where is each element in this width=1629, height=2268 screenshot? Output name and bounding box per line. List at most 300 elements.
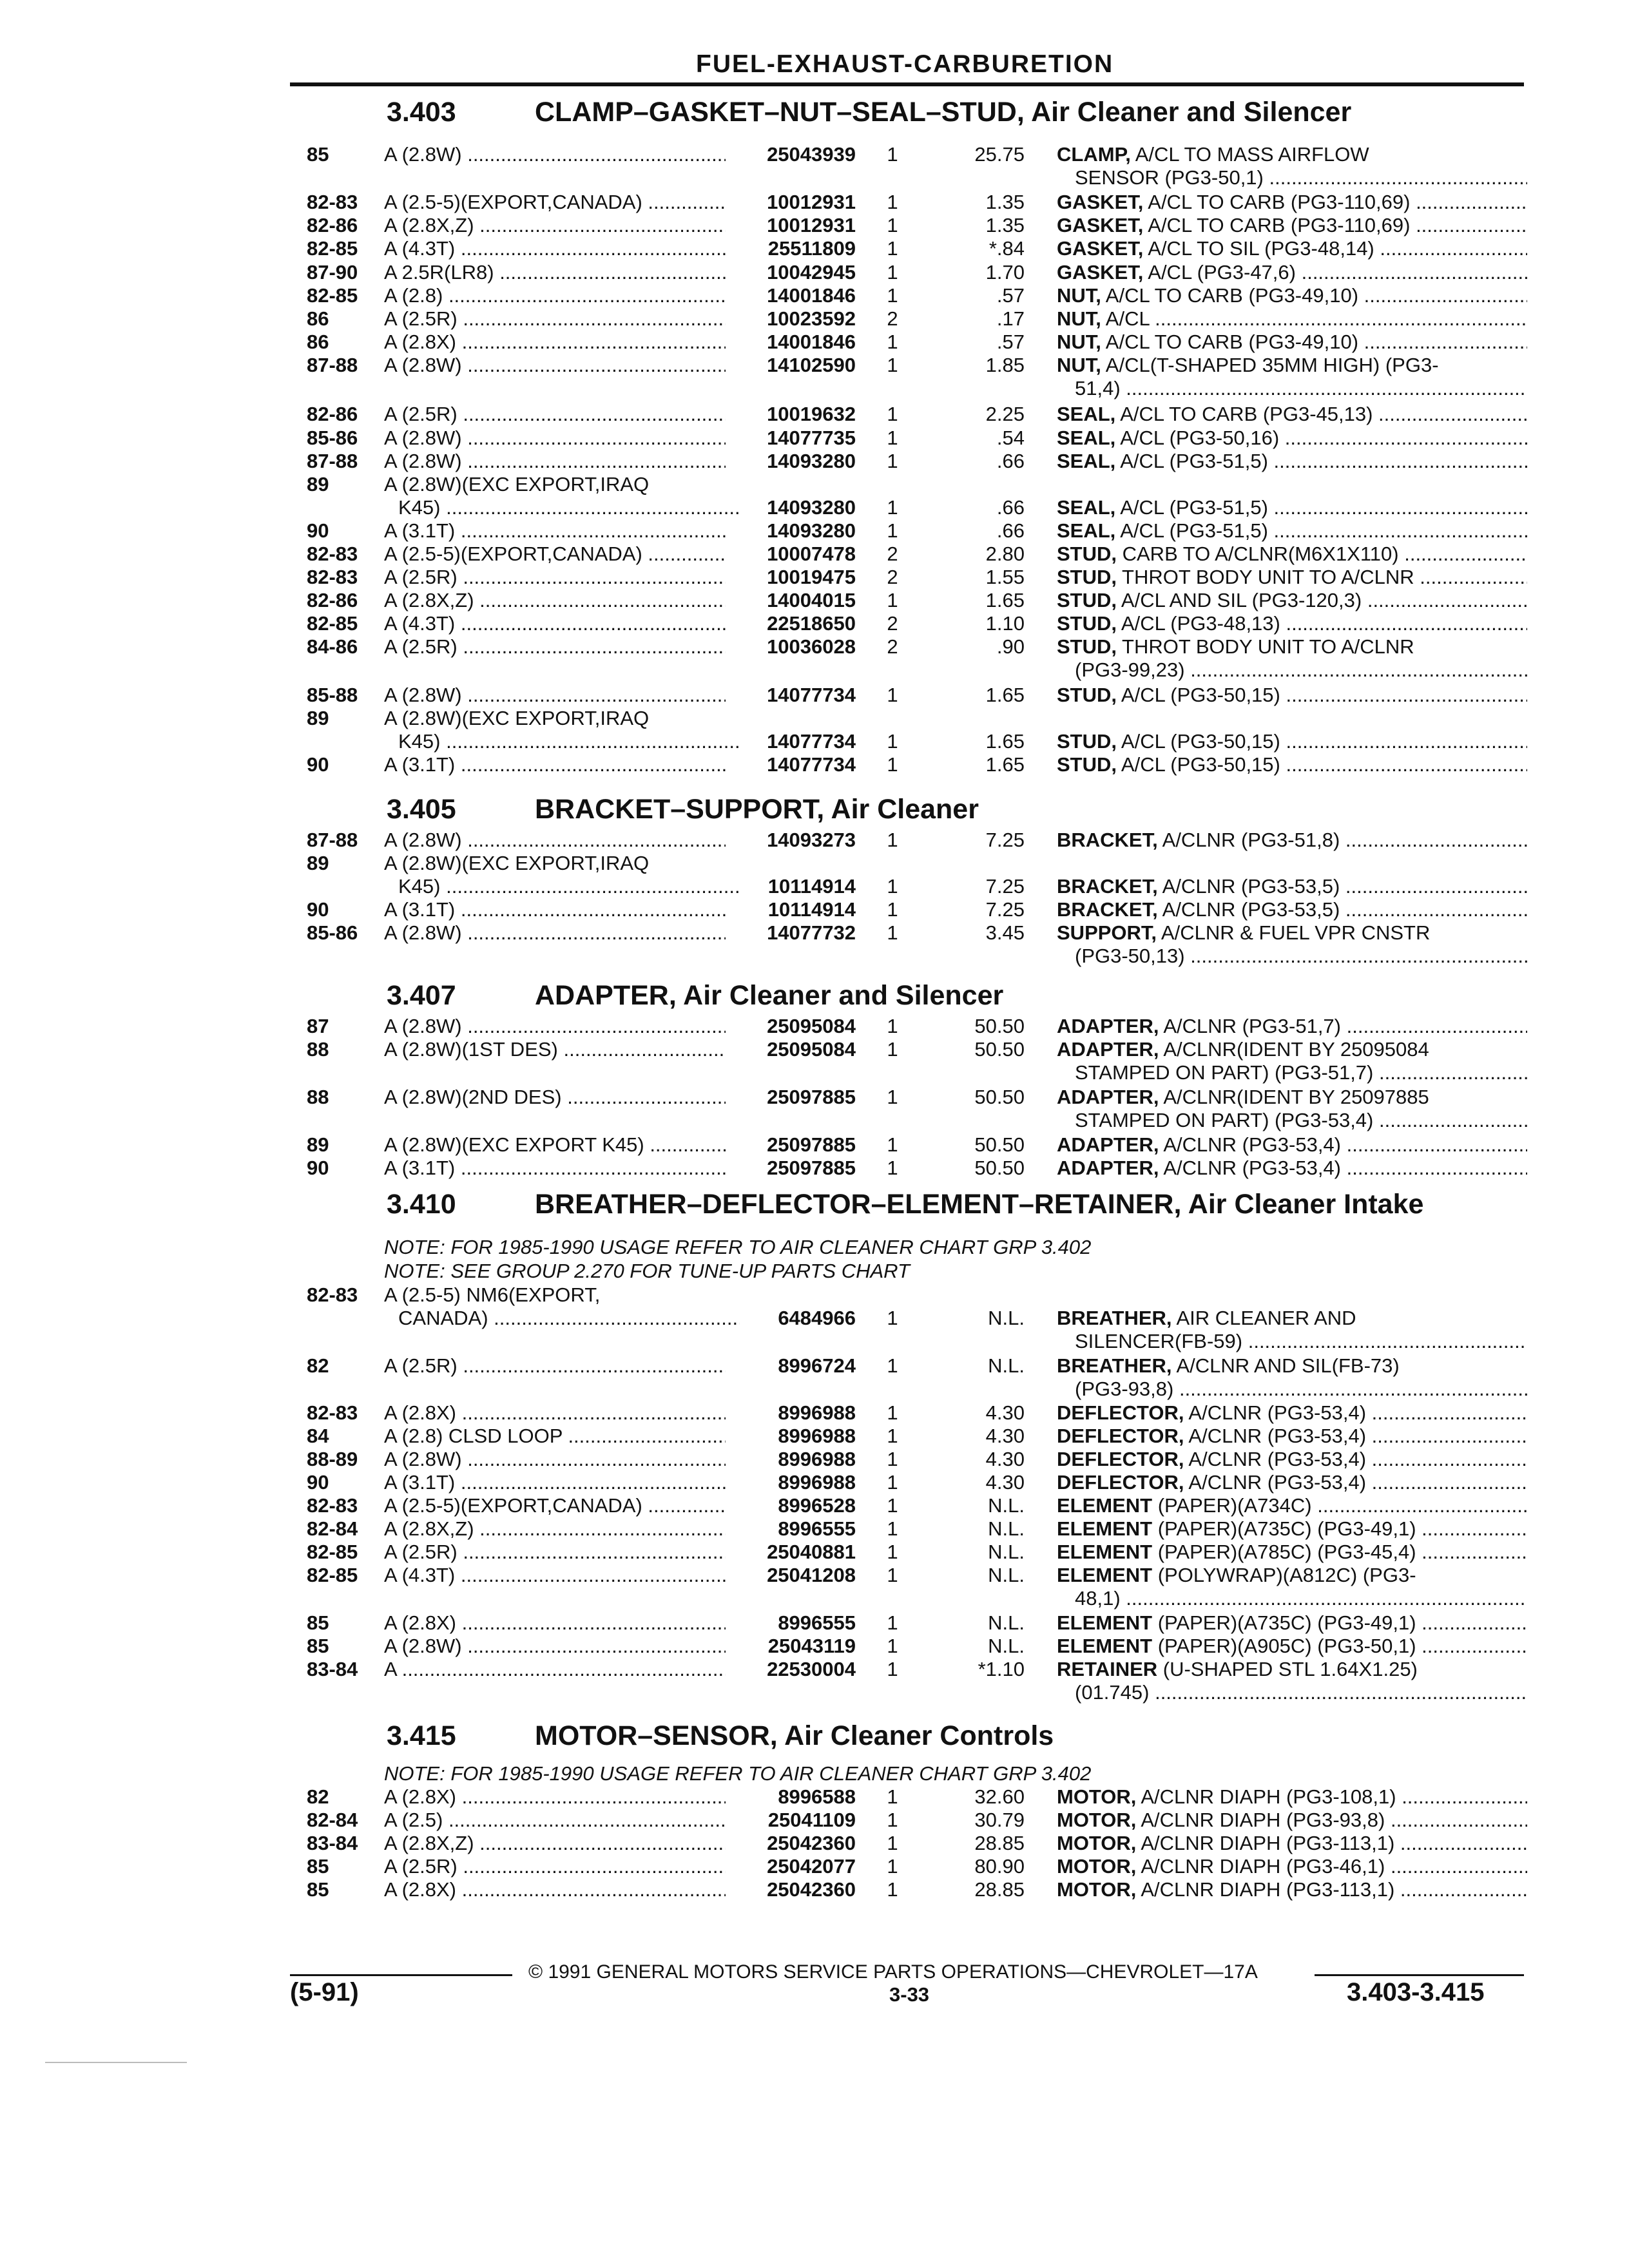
- quantity: 1: [887, 403, 898, 425]
- part-description-continued: (PG3-50,13) .....: [1075, 945, 1527, 968]
- table-row: [0, 1564, 1629, 1587]
- quantity: 1: [887, 1038, 898, 1061]
- table-row: [0, 1635, 1629, 1658]
- table-row: [0, 331, 1629, 354]
- model-year: 86: [307, 331, 329, 353]
- part-description: [1057, 635, 1527, 658]
- part-name: NUT,: [1057, 331, 1101, 353]
- price: 50.50: [974, 1086, 1025, 1108]
- part-description: [1057, 403, 1527, 426]
- part-number: 8996528: [778, 1494, 856, 1517]
- part-name: STUD,: [1057, 730, 1117, 753]
- price: N.L.: [988, 1517, 1025, 1540]
- footer-rule-left: [290, 1974, 512, 1976]
- price: 3.45: [985, 921, 1025, 944]
- part-number: 25097885: [767, 1086, 856, 1108]
- quantity: 1: [887, 143, 898, 166]
- table-row: [0, 1494, 1629, 1517]
- price: 7.25: [985, 875, 1025, 898]
- table-row: [0, 1086, 1629, 1109]
- part-number: 10007478: [767, 543, 856, 565]
- part-description: [1057, 143, 1527, 166]
- part-detail: A/CL (PG3-51,5): [1115, 519, 1268, 542]
- price: 4.30: [985, 1448, 1025, 1470]
- part-description: [1057, 214, 1527, 237]
- model-year: 85-86: [307, 921, 358, 944]
- application: CANADA) .....: [398, 1307, 740, 1330]
- model-year: 85: [307, 1855, 329, 1878]
- application: A (2.8W) .....: [384, 1015, 726, 1038]
- quantity: 1: [887, 589, 898, 611]
- price: *1.10: [978, 1658, 1025, 1680]
- section-heading: [387, 1720, 1054, 1752]
- model-year: 90: [307, 753, 329, 776]
- part-detail: A/CLNR (PG3-53,4): [1159, 1157, 1341, 1179]
- table-row: [0, 143, 1629, 166]
- part-detail: A/CL (PG3-50,15): [1117, 684, 1280, 706]
- part-description: [1057, 1307, 1527, 1330]
- quantity: 1: [887, 496, 898, 519]
- application: A (3.1T) .....: [384, 753, 726, 776]
- part-name: SEAL,: [1057, 427, 1116, 449]
- application: K45) .....: [398, 730, 740, 753]
- price: 7.25: [985, 829, 1025, 851]
- quantity: 1: [887, 1354, 898, 1377]
- quantity: 1: [887, 1541, 898, 1563]
- part-number: 25043939: [767, 143, 856, 166]
- section-heading: [387, 794, 979, 825]
- part-detail: A/CLNR DIAPH (PG3-113,1): [1136, 1832, 1395, 1854]
- model-year: 82-85: [307, 284, 358, 307]
- part-number: 25041109: [767, 1809, 856, 1831]
- part-name: STUD,: [1057, 635, 1117, 658]
- application: A 2.5R(LR8) .....: [384, 261, 726, 284]
- quantity: 2: [887, 612, 898, 635]
- part-number: 25042077: [767, 1855, 856, 1878]
- part-detail: (PAPER)(A734C): [1152, 1494, 1312, 1517]
- quantity: 1: [887, 829, 898, 851]
- price: N.L.: [988, 1494, 1025, 1517]
- part-name: SEAL,: [1057, 450, 1116, 472]
- price: 28.85: [974, 1878, 1025, 1901]
- part-name: STUD,: [1057, 543, 1117, 565]
- application: A (2.8W) .....: [384, 354, 726, 377]
- table-row: [0, 450, 1629, 473]
- table-row: [0, 612, 1629, 635]
- table-row: [0, 1517, 1629, 1541]
- model-year: 85-88: [307, 684, 358, 706]
- model-year: 87-88: [307, 829, 358, 851]
- part-number: 14004015: [767, 589, 856, 611]
- table-row: [0, 852, 1629, 875]
- application: A (4.3T) .....: [384, 612, 726, 635]
- price: 7.25: [985, 898, 1025, 921]
- price: 32.60: [974, 1785, 1025, 1808]
- quantity: 1: [887, 1564, 898, 1586]
- part-detail: (PAPER)(A735C) (PG3-49,1): [1152, 1611, 1416, 1634]
- quantity: 1: [887, 1832, 898, 1854]
- part-number: 10042945: [767, 261, 856, 284]
- price: 2.80: [985, 543, 1025, 565]
- price: 80.90: [974, 1855, 1025, 1878]
- part-detail: (PAPER)(A785C) (PG3-45,4): [1152, 1541, 1416, 1563]
- table-row: [0, 1855, 1629, 1878]
- part-number: 22518650: [767, 612, 856, 635]
- part-number: 14093280: [767, 519, 856, 542]
- part-description: [1057, 1611, 1527, 1635]
- application: A (2.8X) .....: [384, 1785, 726, 1809]
- price: N.L.: [988, 1541, 1025, 1563]
- part-description: [1057, 921, 1527, 945]
- quantity: 1: [887, 1635, 898, 1657]
- table-row-continuation: [0, 1061, 1629, 1084]
- section-title: BRACKET–SUPPORT, Air Cleaner: [535, 794, 979, 825]
- part-detail: A/CL TO CARB (PG3-110,69): [1143, 191, 1411, 213]
- part-detail: A/CL (PG3-51,5): [1115, 450, 1268, 472]
- table-row: [0, 589, 1629, 612]
- part-number: 14102590: [767, 354, 856, 376]
- part-number: 14077735: [767, 427, 856, 449]
- section-heading: [387, 1189, 1423, 1220]
- part-description: [1057, 753, 1527, 776]
- table-row: [0, 1425, 1629, 1448]
- part-name: STUD,: [1057, 753, 1117, 776]
- part-description: [1057, 1564, 1527, 1587]
- application: A (2.8X,Z) .....: [384, 1832, 726, 1855]
- part-detail: (U-SHAPED STL 1.64X1.25): [1157, 1658, 1418, 1680]
- part-detail: A/CLNR AND SIL(FB-73): [1171, 1354, 1400, 1377]
- table-row: [0, 237, 1629, 260]
- part-name: MOTOR,: [1057, 1832, 1137, 1854]
- price: 50.50: [974, 1038, 1025, 1061]
- part-number: 10019632: [767, 403, 856, 425]
- price: N.L.: [988, 1307, 1025, 1329]
- quantity: 1: [887, 1157, 898, 1179]
- part-number: 14093280: [767, 450, 856, 472]
- part-description: [1057, 427, 1527, 450]
- quantity: 1: [887, 1855, 898, 1878]
- part-detail: A/CL TO CARB (PG3-110,69): [1143, 214, 1411, 236]
- part-name: MOTOR,: [1057, 1878, 1137, 1901]
- part-detail: (PAPER)(A905C) (PG3-50,1): [1152, 1635, 1416, 1657]
- table-row-continuation: [0, 377, 1629, 400]
- table-row: [0, 1038, 1629, 1061]
- quantity: 2: [887, 543, 898, 565]
- usage-note: NOTE: SEE GROUP 2.270 FOR TUNE-UP PARTS CHART: [384, 1260, 910, 1282]
- part-number: 10114914: [767, 898, 856, 921]
- price: .66: [996, 450, 1025, 472]
- model-year: 90: [307, 1471, 329, 1494]
- section-title: CLAMP–GASKET–NUT–SEAL–STUD, Air Cleaner and Silencer: [535, 97, 1352, 128]
- part-number: 25095084: [767, 1015, 856, 1037]
- part-description: [1057, 566, 1527, 589]
- price: 50.50: [974, 1157, 1025, 1179]
- table-row: [0, 519, 1629, 543]
- model-year: 82-85: [307, 1541, 358, 1563]
- quantity: 1: [887, 875, 898, 898]
- price: 1.70: [985, 261, 1025, 284]
- table-row: [0, 1878, 1629, 1901]
- section-number: 3.410: [387, 1189, 456, 1220]
- quantity: 1: [887, 214, 898, 236]
- application: A (2.8X,Z) .....: [384, 214, 726, 237]
- part-name: BRACKET,: [1057, 829, 1158, 851]
- part-name: ADAPTER,: [1057, 1133, 1159, 1156]
- price: 1.35: [985, 214, 1025, 236]
- model-year: 82-83: [307, 566, 358, 588]
- part-number: 25097885: [767, 1157, 856, 1179]
- table-row: [0, 1611, 1629, 1635]
- quantity: 2: [887, 307, 898, 330]
- application: A (2.5-5)(EXPORT,CANADA) .....: [384, 1494, 726, 1517]
- part-description: [1057, 1494, 1527, 1517]
- application: A (3.1T) .....: [384, 1157, 726, 1180]
- application: A (2.5R) .....: [384, 1541, 726, 1564]
- part-name: NUT,: [1057, 307, 1101, 330]
- part-detail: A/CL (PG3-50,16): [1115, 427, 1280, 449]
- model-year: 82-85: [307, 237, 358, 260]
- quantity: 1: [887, 921, 898, 944]
- price: 4.30: [985, 1401, 1025, 1424]
- quantity: 1: [887, 261, 898, 284]
- quantity: 1: [887, 753, 898, 776]
- price: 50.50: [974, 1133, 1025, 1156]
- part-number: 14077734: [767, 753, 856, 776]
- part-description: [1057, 1133, 1527, 1157]
- part-detail: A/CLNR (PG3-51,7): [1159, 1015, 1341, 1037]
- price: 1.65: [985, 730, 1025, 753]
- quantity: 1: [887, 1086, 898, 1108]
- part-detail: A/CLNR & FUEL VPR CNSTR: [1157, 921, 1431, 944]
- section-heading: [387, 97, 1351, 128]
- part-name: NUT,: [1057, 284, 1101, 307]
- application: A (2.8X) .....: [384, 331, 726, 354]
- table-row: [0, 403, 1629, 426]
- price: 28.85: [974, 1832, 1025, 1854]
- part-name: DEFLECTOR,: [1057, 1401, 1184, 1424]
- part-description: [1057, 237, 1527, 260]
- application: A (2.8W)(EXC EXPORT,IRAQ: [384, 707, 650, 729]
- quantity: 1: [887, 1785, 898, 1808]
- model-year: 89: [307, 1133, 329, 1156]
- part-name: ADAPTER,: [1057, 1157, 1159, 1179]
- part-detail: A/CLNR (PG3-53,5): [1157, 898, 1340, 921]
- application: A (2.8W)(EXC EXPORT,IRAQ: [384, 852, 650, 874]
- part-name: ELEMENT: [1057, 1541, 1153, 1563]
- price: 1.55: [985, 566, 1025, 588]
- part-detail: A/CLNR (PG3-53,4): [1159, 1133, 1341, 1156]
- application: A (2.5-5) NM6(EXPORT,: [384, 1283, 601, 1306]
- quantity: 1: [887, 1809, 898, 1831]
- part-detail: A/CLNR DIAPH (PG3-108,1): [1136, 1785, 1396, 1808]
- part-description: [1057, 307, 1527, 331]
- table-row: [0, 753, 1629, 776]
- model-year: 87: [307, 1015, 329, 1037]
- application: A (2.5R) .....: [384, 307, 726, 331]
- application: A (2.8W)(1ST DES) .....: [384, 1038, 726, 1061]
- part-description: [1057, 1635, 1527, 1658]
- quantity: 1: [887, 1471, 898, 1494]
- part-name: BRACKET,: [1057, 875, 1158, 898]
- table-row: [0, 214, 1629, 237]
- part-number: 25042360: [767, 1832, 856, 1854]
- table-row: [0, 898, 1629, 921]
- part-description: [1057, 684, 1527, 707]
- part-detail: A/CL(T-SHAPED 35MM HIGH) (PG3-: [1101, 354, 1439, 376]
- part-number: 8996588: [778, 1785, 856, 1808]
- model-year: 82-86: [307, 589, 358, 611]
- part-name: ELEMENT: [1057, 1564, 1153, 1586]
- part-description: [1057, 1157, 1527, 1180]
- part-detail: (POLYWRAP)(A812C) (PG3-: [1152, 1564, 1416, 1586]
- part-description: [1057, 1855, 1527, 1878]
- section-number: 3.405: [387, 794, 456, 825]
- part-name: RETAINER: [1057, 1658, 1158, 1680]
- part-description: [1057, 1401, 1527, 1425]
- application: A (2.8W) .....: [384, 684, 726, 707]
- part-number: 14077732: [767, 921, 856, 944]
- part-detail: A/CL (PG3-48,13): [1117, 612, 1280, 635]
- part-description: [1057, 1878, 1527, 1901]
- part-detail: A/CL (PG3-47,6): [1143, 261, 1296, 284]
- price: 2.25: [985, 403, 1025, 425]
- application: A (2.5-5)(EXPORT,CANADA) .....: [384, 543, 726, 566]
- application: A (2.8W)(2ND DES) .....: [384, 1086, 726, 1109]
- application: A (2.5) .....: [384, 1809, 726, 1832]
- part-name: ADAPTER,: [1057, 1038, 1159, 1061]
- price: 4.30: [985, 1425, 1025, 1447]
- part-number: 8996988: [778, 1448, 856, 1470]
- section-number: 3.403: [387, 97, 456, 128]
- model-year: 89: [307, 707, 329, 729]
- part-detail: A/CLNR DIAPH (PG3-113,1): [1136, 1878, 1395, 1901]
- part-number: 10023592: [767, 307, 856, 330]
- quantity: 1: [887, 1448, 898, 1470]
- quantity: 1: [887, 427, 898, 449]
- application: A (2.8) CLSD LOOP .....: [384, 1425, 726, 1448]
- part-detail: A/CLNR(IDENT BY 25095084: [1159, 1038, 1429, 1061]
- quantity: 1: [887, 354, 898, 376]
- part-number: 25041208: [767, 1564, 856, 1586]
- part-name: ELEMENT: [1057, 1635, 1153, 1657]
- table-row: [0, 875, 1629, 898]
- part-detail: AIR CLEANER AND: [1171, 1307, 1356, 1329]
- table-row: [0, 191, 1629, 214]
- part-number: 25043119: [767, 1635, 856, 1657]
- table-row: [0, 1658, 1629, 1681]
- part-name: BREATHER,: [1057, 1307, 1172, 1329]
- part-number: 10012931: [767, 191, 856, 213]
- table-row: [0, 635, 1629, 658]
- model-year: 90: [307, 519, 329, 542]
- application: A (2.8X) .....: [384, 1611, 726, 1635]
- part-detail: THROT BODY UNIT TO A/CLNR: [1117, 635, 1414, 658]
- price: 1.10: [985, 612, 1025, 635]
- model-year: 85-86: [307, 427, 358, 449]
- section-number: 3.407: [387, 980, 456, 1011]
- part-name: MOTOR,: [1057, 1809, 1137, 1831]
- section-title: ADAPTER, Air Cleaner and Silencer: [535, 980, 1004, 1011]
- table-row: [0, 1401, 1629, 1425]
- price: 25.75: [974, 143, 1025, 166]
- part-description-continued: (PG3-99,23) .....: [1075, 658, 1527, 682]
- part-name: GASKET,: [1057, 261, 1144, 284]
- part-name: STUD,: [1057, 566, 1117, 588]
- table-row: [0, 566, 1629, 589]
- quantity: 2: [887, 635, 898, 658]
- model-year: 82-83: [307, 1283, 358, 1306]
- application: A .....: [384, 1658, 726, 1681]
- section-title: BREATHER–DEFLECTOR–ELEMENT–RETAINER, Air Cleaner Intake: [535, 1189, 1424, 1220]
- part-name: ADAPTER,: [1057, 1015, 1159, 1037]
- table-row: [0, 1832, 1629, 1855]
- application: A (2.8W) .....: [384, 1448, 726, 1471]
- part-detail: A/CLNR (PG3-53,4): [1184, 1448, 1367, 1470]
- part-description: [1057, 1354, 1527, 1378]
- part-description: [1057, 354, 1527, 377]
- table-row: [0, 1354, 1629, 1378]
- model-year: 85: [307, 1635, 329, 1657]
- quantity: 1: [887, 519, 898, 542]
- part-description-continued: SENSOR (PG3-50,1) .....: [1075, 166, 1527, 189]
- application: A (2.5R) .....: [384, 1354, 726, 1378]
- part-name: SEAL,: [1057, 403, 1116, 425]
- part-description: [1057, 829, 1527, 852]
- part-description-continued: (01.745) .....: [1075, 1681, 1527, 1704]
- table-row: [0, 1809, 1629, 1832]
- application: A (2.8W) .....: [384, 829, 726, 852]
- part-description-continued: 51,4) .....: [1075, 377, 1527, 400]
- model-year: 82: [307, 1354, 329, 1377]
- part-description: [1057, 1448, 1527, 1471]
- part-name: ELEMENT: [1057, 1494, 1153, 1517]
- application: A (2.8W) .....: [384, 1635, 726, 1658]
- footer-rule-right: [1315, 1974, 1524, 1976]
- model-year: 87-88: [307, 450, 358, 472]
- part-description: [1057, 1086, 1527, 1109]
- part-description: [1057, 261, 1527, 284]
- price: 30.79: [974, 1809, 1025, 1831]
- table-row: [0, 1283, 1629, 1307]
- part-number: 10012931: [767, 214, 856, 236]
- table-row-continuation: [0, 166, 1629, 189]
- price: *.84: [988, 237, 1025, 260]
- model-year: 88: [307, 1038, 329, 1061]
- section-title: MOTOR–SENSOR, Air Cleaner Controls: [535, 1720, 1054, 1751]
- quantity: 1: [887, 1425, 898, 1447]
- quantity: 1: [887, 284, 898, 307]
- table-row: [0, 1471, 1629, 1494]
- header-title: FUEL-EXHAUST-CARBURETION: [696, 50, 1114, 78]
- table-row-continuation: [0, 945, 1629, 968]
- part-name: BREATHER,: [1057, 1354, 1172, 1377]
- usage-note: NOTE: FOR 1985-1990 USAGE REFER TO AIR CLEANER CHART GRP 3.402: [384, 1762, 1092, 1785]
- quantity: 1: [887, 898, 898, 921]
- part-description: [1057, 1038, 1527, 1061]
- part-detail: CARB TO A/CLNR(M6X1X110): [1117, 543, 1399, 565]
- part-number: 8996988: [778, 1425, 856, 1447]
- part-number: 8996555: [778, 1611, 856, 1634]
- quantity: 1: [887, 331, 898, 353]
- price: 4.30: [985, 1471, 1025, 1494]
- part-description: [1057, 543, 1527, 566]
- part-number: 8996988: [778, 1401, 856, 1424]
- part-description: [1057, 1658, 1527, 1681]
- part-number: 25040881: [767, 1541, 856, 1563]
- part-description: [1057, 1471, 1527, 1494]
- part-description-continued: SILENCER(FB-59) .....: [1075, 1330, 1527, 1353]
- model-year: 89: [307, 473, 329, 495]
